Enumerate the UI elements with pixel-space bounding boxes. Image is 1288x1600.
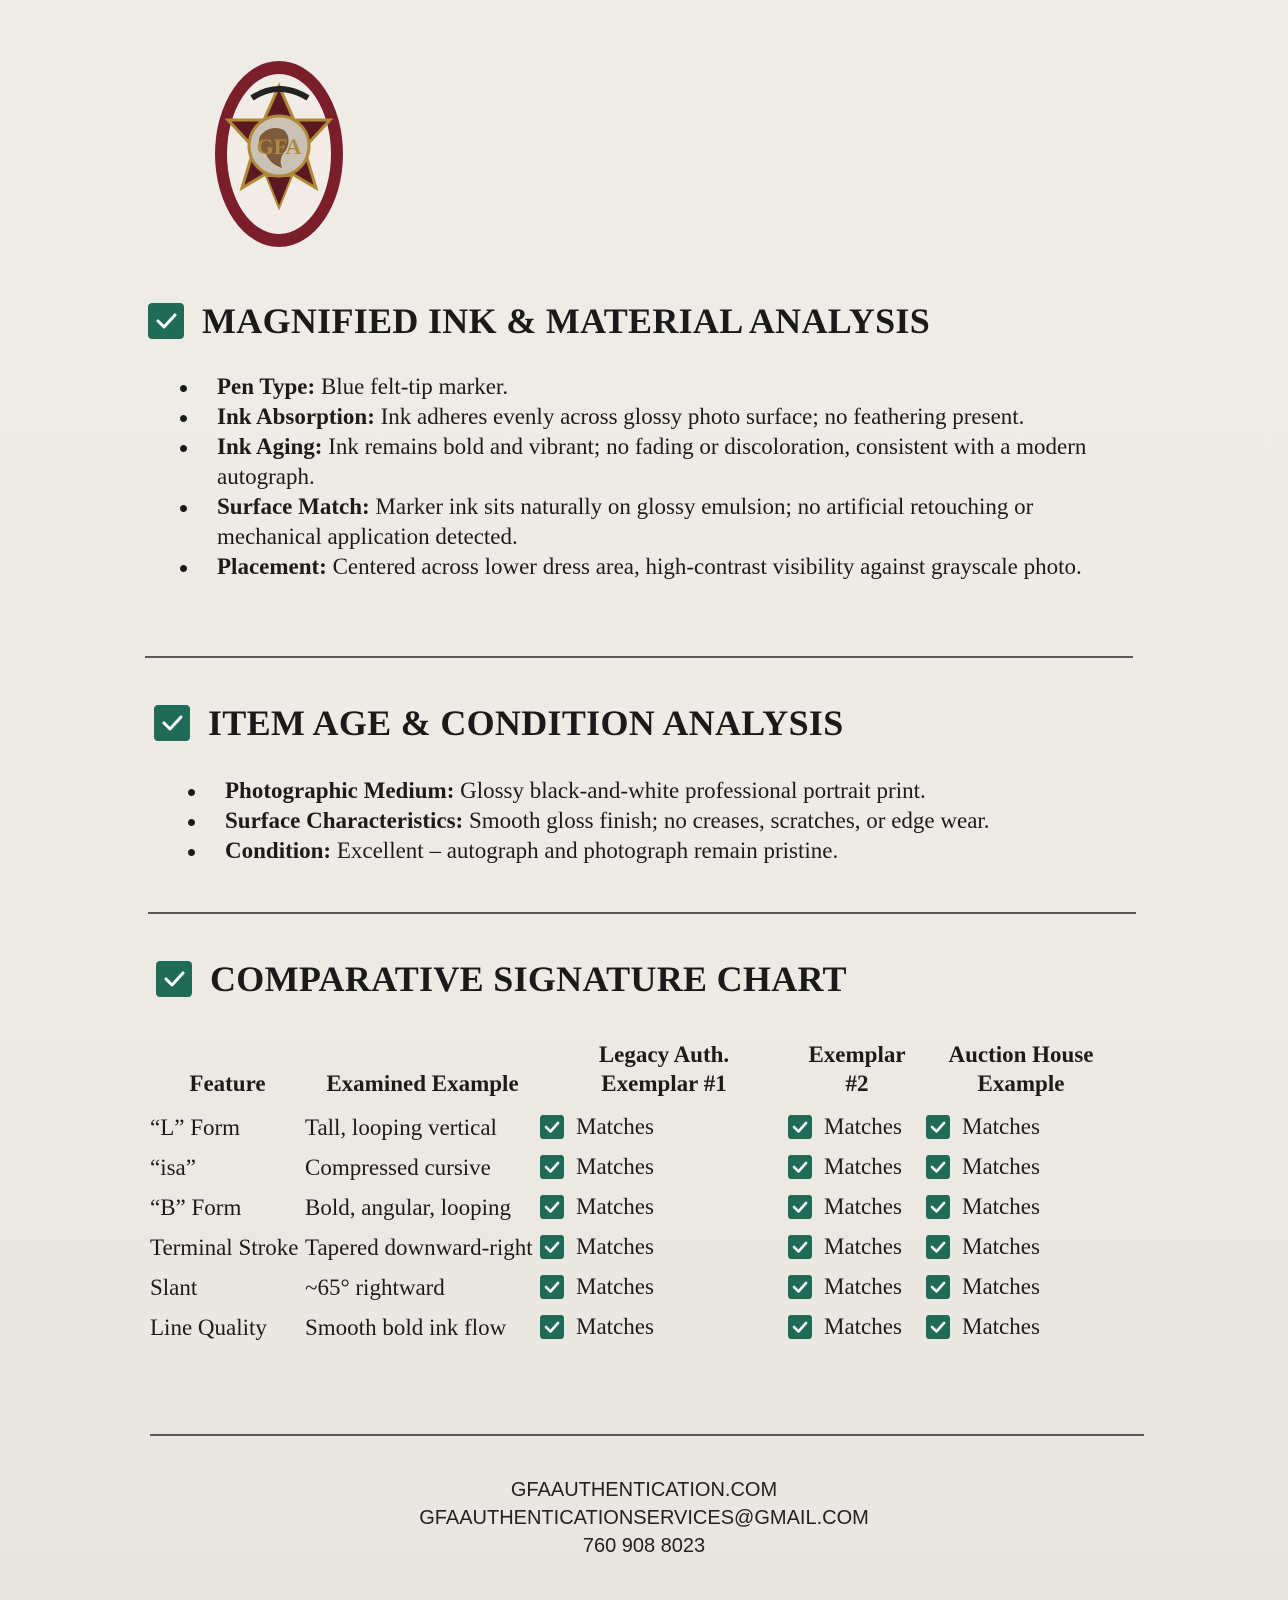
cell-feature: “B” Form: [150, 1195, 242, 1220]
checkbox-checked-icon: [148, 303, 184, 339]
cell-feature: Slant: [150, 1275, 198, 1300]
cell-feature: Line Quality: [150, 1315, 267, 1340]
cell-exemplar: [788, 1108, 926, 1148]
checkbox-checked-icon: [926, 1275, 950, 1299]
divider: [145, 656, 1133, 658]
checkbox-checked-icon: [926, 1195, 950, 1219]
section-header-age: [154, 702, 844, 744]
checkbox-checked-icon: [788, 1195, 812, 1219]
cell-legacy: [540, 1148, 788, 1188]
match-label: Matches: [824, 1314, 902, 1339]
table-row: [150, 1268, 1116, 1308]
checkbox-checked-icon: [926, 1315, 950, 1339]
match-label: Matches: [962, 1114, 1040, 1139]
gfa-logo: [212, 58, 346, 250]
match-label: Matches: [962, 1194, 1040, 1219]
footer: [0, 1476, 1288, 1560]
match-label: Matches: [962, 1234, 1040, 1259]
cell-exemplar: [788, 1308, 926, 1348]
table-row: [150, 1308, 1116, 1348]
checkbox-checked-icon: [788, 1275, 812, 1299]
checkbox-checked-icon: [926, 1115, 950, 1139]
column-header-legacy: Legacy Auth. Exemplar #1: [598, 1042, 730, 1096]
cell-legacy: [540, 1308, 788, 1348]
checkbox-checked-icon: [540, 1315, 564, 1339]
checkbox-checked-icon: [788, 1315, 812, 1339]
age-analysis-list: [184, 776, 1134, 866]
checkbox-checked-icon: [788, 1155, 812, 1179]
match-label: Matches: [576, 1194, 654, 1219]
svg-text:GFA: GFA: [256, 134, 302, 159]
signature-comparison-table: [150, 1040, 1116, 1348]
checkbox-checked-icon: [540, 1155, 564, 1179]
cell-exemplar: [788, 1188, 926, 1228]
checkbox-checked-icon: [154, 705, 190, 741]
section-header-chart: [156, 958, 847, 1000]
column-header-examined: Examined Example: [326, 1071, 519, 1096]
cell-legacy: [540, 1268, 788, 1308]
cell-examined: Bold, angular, looping: [305, 1195, 512, 1220]
section-title: COMPARATIVE SIGNATURE CHART: [210, 959, 847, 999]
cell-exemplar: [788, 1148, 926, 1188]
divider: [150, 1434, 1144, 1436]
cell-auction: [926, 1228, 1116, 1268]
checkbox-checked-icon: [540, 1195, 564, 1219]
list-item: Condition: Excellent – autograph and photograph remain pristine.: [184, 836, 1134, 866]
footer-website: GFAAUTHENTICATION.COM: [510, 1479, 778, 1501]
cell-auction: [926, 1308, 1116, 1348]
footer-email: GFAAUTHENTICATIONSERVICES@GMAIL.COM: [419, 1507, 869, 1529]
match-label: Matches: [824, 1114, 902, 1139]
match-label: Matches: [576, 1234, 654, 1259]
cell-auction: [926, 1108, 1116, 1148]
cell-examined: Smooth bold ink flow: [305, 1315, 507, 1340]
list-item: Photographic Medium: Glossy black-and-white professional portrait print.: [184, 776, 1134, 806]
cell-exemplar: [788, 1268, 926, 1308]
table-row: [150, 1148, 1116, 1188]
table-row: [150, 1188, 1116, 1228]
checkbox-checked-icon: [540, 1235, 564, 1259]
list-item: Ink Aging: Ink remains bold and vibrant; no fading or discoloration, consistent with a modern autograph.: [176, 432, 1136, 492]
list-item: Placement: Centered across lower dress area, high-contrast visibility against grayscale photo.: [176, 552, 1136, 582]
match-label: Matches: [576, 1274, 654, 1299]
section-header-ink: [148, 300, 930, 342]
match-label: Matches: [824, 1234, 902, 1259]
footer-phone: 760 908 8023: [582, 1535, 706, 1557]
cell-examined: Tall, looping vertical: [305, 1115, 497, 1140]
cell-feature: “L” Form: [150, 1115, 241, 1140]
cell-auction: [926, 1188, 1116, 1228]
checkbox-checked-icon: [156, 961, 192, 997]
list-item: Surface Match: Marker ink sits naturally on glossy emulsion; no artificial retouching or mechanical application detected.: [176, 492, 1136, 552]
cell-legacy: [540, 1228, 788, 1268]
match-label: Matches: [576, 1154, 654, 1179]
match-label: Matches: [824, 1194, 902, 1219]
checkbox-checked-icon: [788, 1235, 812, 1259]
section-title: ITEM AGE & CONDITION ANALYSIS: [208, 703, 844, 743]
ink-analysis-list: [176, 372, 1136, 582]
cell-feature: Terminal Stroke: [150, 1235, 299, 1260]
cell-feature: “isa”: [150, 1155, 196, 1180]
column-header-auction: Auction House Example: [948, 1042, 1094, 1096]
column-header-exemplar: Exemplar #2: [808, 1042, 906, 1096]
checkbox-checked-icon: [926, 1155, 950, 1179]
section-title: MAGNIFIED INK & MATERIAL ANALYSIS: [202, 301, 931, 341]
match-label: Matches: [962, 1154, 1040, 1179]
cell-legacy: [540, 1188, 788, 1228]
table-row: [150, 1228, 1116, 1268]
cell-exemplar: [788, 1228, 926, 1268]
cell-auction: [926, 1268, 1116, 1308]
checkbox-checked-icon: [788, 1115, 812, 1139]
list-item: Surface Characteristics: Smooth gloss finish; no creases, scratches, or edge wear.: [184, 806, 1134, 836]
match-label: Matches: [824, 1154, 902, 1179]
cell-examined: Compressed cursive: [305, 1155, 491, 1180]
table-row: [150, 1108, 1116, 1148]
checkbox-checked-icon: [926, 1235, 950, 1259]
match-label: Matches: [576, 1314, 654, 1339]
match-label: Matches: [962, 1274, 1040, 1299]
match-label: Matches: [962, 1314, 1040, 1339]
cell-examined: ~65° rightward: [305, 1275, 445, 1300]
list-item: Ink Absorption: Ink adheres evenly across glossy photo surface; no feathering present.: [176, 402, 1136, 432]
match-label: Matches: [576, 1114, 654, 1139]
cell-examined: Tapered downward-right: [305, 1235, 533, 1260]
match-label: Matches: [824, 1274, 902, 1299]
table-header-row: [150, 1040, 1116, 1108]
cell-legacy: [540, 1108, 788, 1148]
checkbox-checked-icon: [540, 1275, 564, 1299]
checkbox-checked-icon: [540, 1115, 564, 1139]
cell-auction: [926, 1148, 1116, 1188]
column-header-feature: Feature: [189, 1071, 266, 1096]
divider: [148, 912, 1136, 914]
list-item: Pen Type: Blue felt-tip marker.: [176, 372, 1136, 402]
